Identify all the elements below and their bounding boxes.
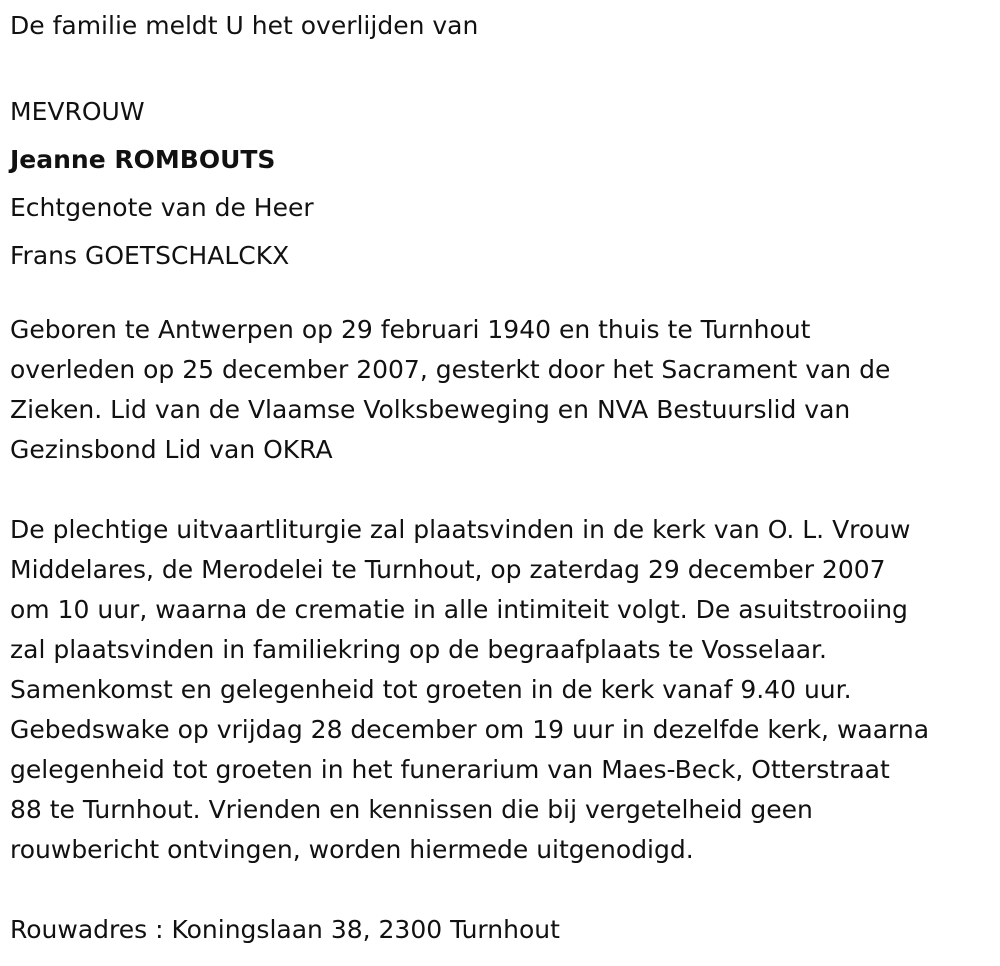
address-line: Rouwadres : Koningslaan 38, 2300 Turnhout: [10, 915, 560, 944]
paragraph-line: zal plaatsvinden in familiekring op de begraafplaats te Vosselaar.: [10, 635, 827, 664]
funeral-paragraph: [10, 510, 990, 870]
paragraph-line: De plechtige uitvaartliturgie zal plaatsvinden in de kerk van O. L. Vrouw: [10, 515, 911, 544]
intro-text: [10, 8, 478, 44]
birth-death-paragraph: [10, 310, 990, 470]
paragraph-line: Middelares, de Merodelei te Turnhout, op zaterdag 29 december 2007: [10, 555, 886, 584]
deceased-name: Jeanne ROMBOUTS: [10, 145, 276, 174]
paragraph-line: rouwbericht ontvingen, worden hiermede uitgenodigd.: [10, 835, 694, 864]
paragraph-line: gelegenheid tot groeten in het funerarium van Maes-Beck, Otterstraat: [10, 755, 890, 784]
mourning-address: [10, 910, 560, 950]
relation-text: Echtgenote van de Heer: [10, 193, 314, 222]
paragraph-line: Gezinsbond Lid van OKRA: [10, 435, 333, 464]
paragraph-line: Samenkomst en gelegenheid tot groeten in de kerk vanaf 9.40 uur.: [10, 675, 852, 704]
paragraph-line: Zieken. Lid van de Vlaamse Volksbeweging en NVA Bestuurslid van: [10, 395, 851, 424]
paragraph-line: 88 te Turnhout. Vrienden en kennissen die bij vergetelheid geen: [10, 795, 813, 824]
intro-line: De familie meldt U het overlijden van: [10, 11, 479, 40]
spouse-name: Frans GOETSCHALCKX: [10, 241, 290, 270]
paragraph-line: overleden op 25 december 2007, gesterkt door het Sacrament van de: [10, 355, 891, 384]
honorific: MEVROUW: [10, 97, 145, 126]
deceased-header: [10, 88, 314, 280]
paragraph-line: om 10 uur, waarna de crematie in alle intimiteit volgt. De asuitstrooiing: [10, 595, 908, 624]
paragraph-line: Geboren te Antwerpen op 29 februari 1940 en thuis te Turnhout: [10, 315, 811, 344]
paragraph-line: Gebedswake op vrijdag 28 december om 19 uur in dezelfde kerk, waarna: [10, 715, 930, 744]
